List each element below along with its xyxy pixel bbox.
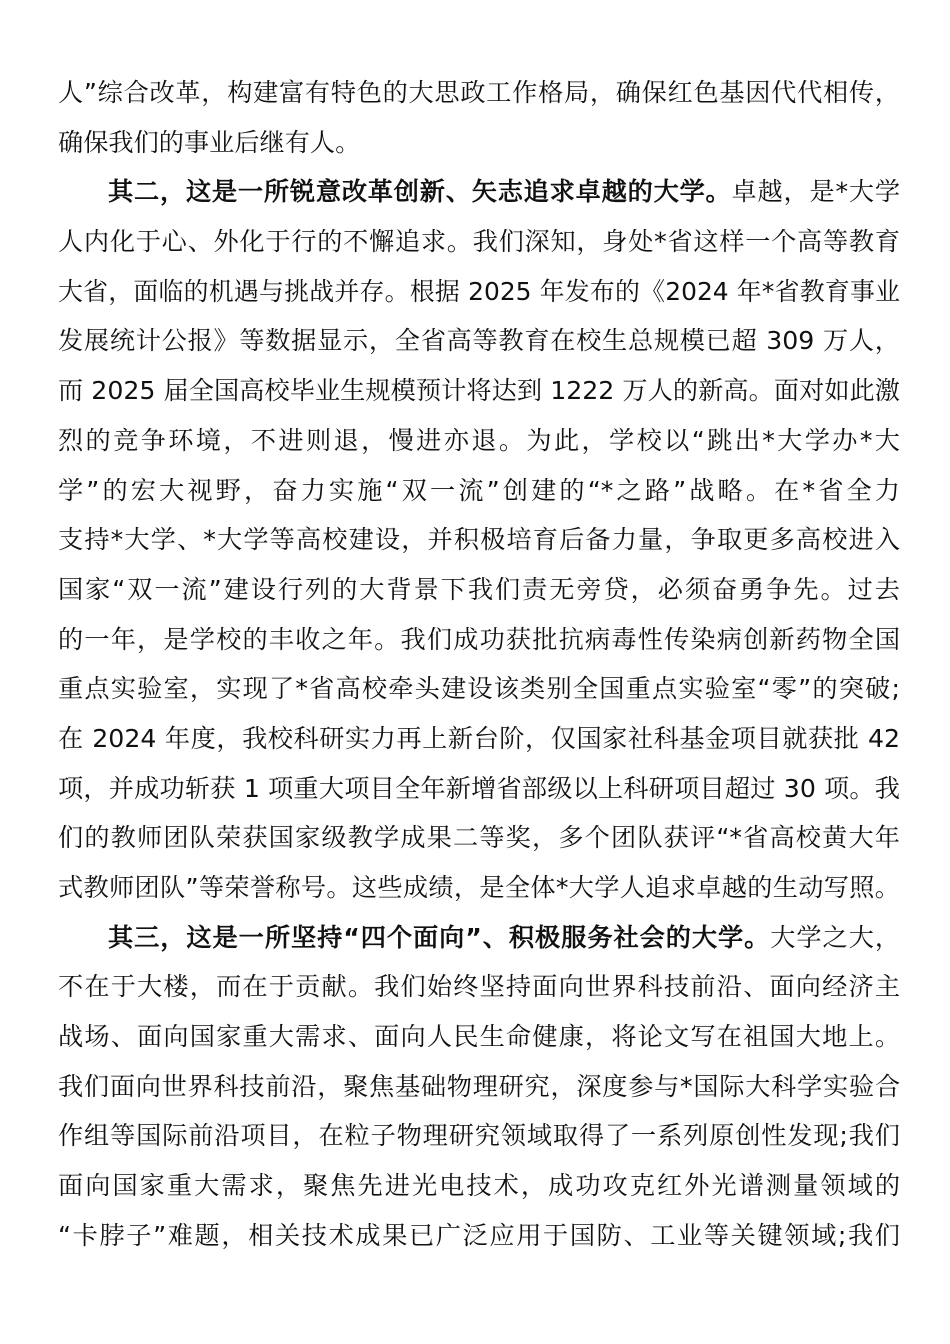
heading-three-rest: 大学之大，: [770, 922, 901, 952]
text-line: 发展统计公报》等数据显示，全省高等教育在校生总规模已超 309 万人，: [58, 326, 900, 356]
text-line: 在 2024 年度，我校科研实力再上新台阶，仅国家社科基金项目就获批 42: [58, 723, 900, 753]
heading-two-bold: 其二，这是一所锐意改革创新、矢志追求卓越的大学。: [108, 177, 732, 207]
text-line: 学”的宏大视野，奋力实施“双一流”创建的“*之路”战略。在*省全力: [58, 475, 900, 505]
text-line: “卡脖子”难题，相关技术成果已广泛应用于国防、工业等关键领域;我们: [58, 1220, 900, 1250]
text-line: 国家“双一流”建设行列的大背景下我们责无旁贷，必须奋勇争先。过去: [58, 574, 900, 604]
text-line: 不在于大楼，而在于贡献。我们始终坚持面向世界科技前沿、面向经济主: [58, 972, 900, 1002]
text-line: 项，并成功斩获 1 项重大项目全年新增省部级以上科研项目超过 30 项。我: [58, 773, 900, 803]
heading-three-bold: 其三，这是一所坚持“四个面向”、积极服务社会的大学。: [108, 922, 771, 952]
text-line: 我们面向世界科技前沿，聚焦基础物理研究，深度参与*国际大科学实验合: [58, 1071, 900, 1101]
text-line: 式教师团队”等荣誉称号。这些成绩，是全体*大学人追求卓越的生动写照。: [58, 873, 900, 902]
text-line: 人内化于心、外化于行的不懈追求。我们深知，身处*省这样一个高等教育: [58, 227, 900, 257]
text-line: 支持*大学、*大学等高校建设，并积极培育后备力量，争取更多高校进入: [58, 525, 900, 555]
text-line: 而 2025 届全国高校毕业生规模预计将达到 1222 万人的新高。面对如此激: [58, 376, 900, 406]
section-heading-three: [58, 913, 900, 963]
text-line: 大省，面临的机遇与挑战并存。根据 2025 年发布的《2024 年*省教育事业: [58, 276, 900, 306]
text-line: 的一年，是学校的丰收之年。我们成功获批抗病毒性传染病创新药物全国: [58, 624, 900, 654]
text-line: 确保我们的事业后继有人。: [58, 127, 361, 157]
text-line: 重点实验室，实现了*省高校牵头建设该类别全国重点实验室“零”的突破;: [58, 674, 900, 704]
text-line: 战场、面向国家重大需求、面向人民生命健康，将论文写在祖国大地上。: [58, 1022, 900, 1052]
text-line: 面向国家重大需求，聚焦先进光电技术，成功攻克红外光谱测量领域的: [58, 1171, 900, 1201]
text-line: 们的教师团队荣获国家级教学成果二等奖，多个团队获评“*省高校黄大年: [58, 823, 900, 853]
text-line: 烈的竞争环境，不进则退，慢进亦退。为此，学校以“跳出*大学办*大: [58, 425, 900, 455]
document-body: [58, 68, 900, 1261]
heading-two-rest: 卓越，是*大学: [731, 177, 901, 207]
text-line: 人”综合改革，构建富有特色的大思政工作格局，确保红色基因代代相传，: [58, 78, 900, 107]
section-heading-two: [58, 167, 900, 217]
text-line: 作组等国际前沿项目，在粒子物理研究领域取得了一系列原创性发现;我们: [58, 1121, 900, 1151]
